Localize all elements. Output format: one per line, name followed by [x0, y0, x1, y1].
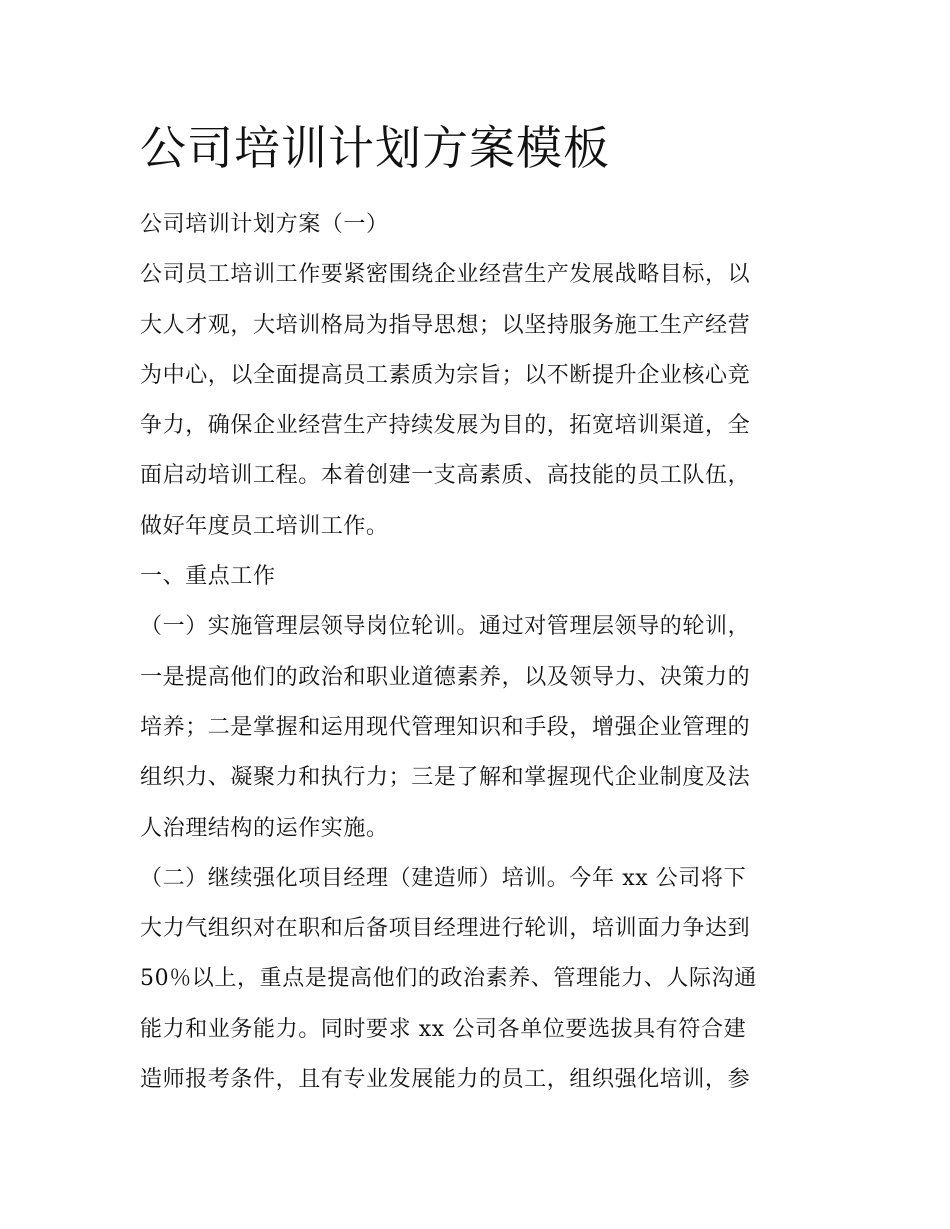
document-title: 公司培训计划方案模板 — [140, 121, 610, 175]
paragraph-line: 一是提高他们的政治和职业道德素养，以及领导力、决策力的 — [140, 664, 751, 690]
paragraph-line: （二）继续强化项目经理（建造师）培训。今年 xx 公司将下 — [140, 865, 747, 891]
paragraph-line: 组织力、凝聚力和执行力；三是了解和掌握现代企业制度及法 — [140, 765, 751, 791]
paragraph-line: 造师报考条件，且有专业发展能力的员工，组织强化培训，参 — [140, 1067, 751, 1093]
document-body — [140, 118, 820, 1105]
paragraph-line: 公司员工培训工作要紧密围绕企业经营生产发展战略目标，以 — [140, 262, 751, 288]
paragraph-line: 人治理结构的运作实施。 — [140, 815, 389, 841]
paragraph-line: 大力气组织对在职和后备项目经理进行轮训，培训面力争达到 — [140, 916, 751, 942]
paragraph-line: 为中心，以全面提高员工素质为宗旨；以不断提升企业核心竞 — [140, 362, 751, 388]
paragraph-line: 50％以上，重点是提高他们的政治素养、管理能力、人际沟通 — [140, 966, 757, 992]
section-heading: 一、重点工作 — [140, 564, 276, 590]
paragraph-line: 做好年度员工培训工作。 — [140, 513, 389, 539]
intro-paragraph — [140, 250, 820, 552]
document-subtitle: 公司培训计划方案（一） — [140, 212, 389, 237]
paragraph-line: 培养；二是掌握和运用现代管理知识和手段，增强企业管理的 — [140, 714, 751, 740]
item-1-paragraph — [140, 602, 820, 853]
item-2-paragraph — [140, 854, 820, 1105]
paragraph-line: 能力和业务能力。同时要求 xx 公司各单位要选拔具有符合建 — [140, 1016, 747, 1042]
paragraph-line: （一）实施管理层领导岗位轮训。通过对管理层领导的轮训， — [140, 614, 751, 640]
paragraph-line: 大人才观，大培训格局为指导思想；以坚持服务施工生产经营 — [140, 312, 751, 338]
paragraph-line: 争力，确保企业经营生产持续发展为目的，拓宽培训渠道，全 — [140, 413, 751, 439]
paragraph-line: 面启动培训工程。本着创建一支高素质、高技能的员工队伍， — [140, 463, 751, 489]
